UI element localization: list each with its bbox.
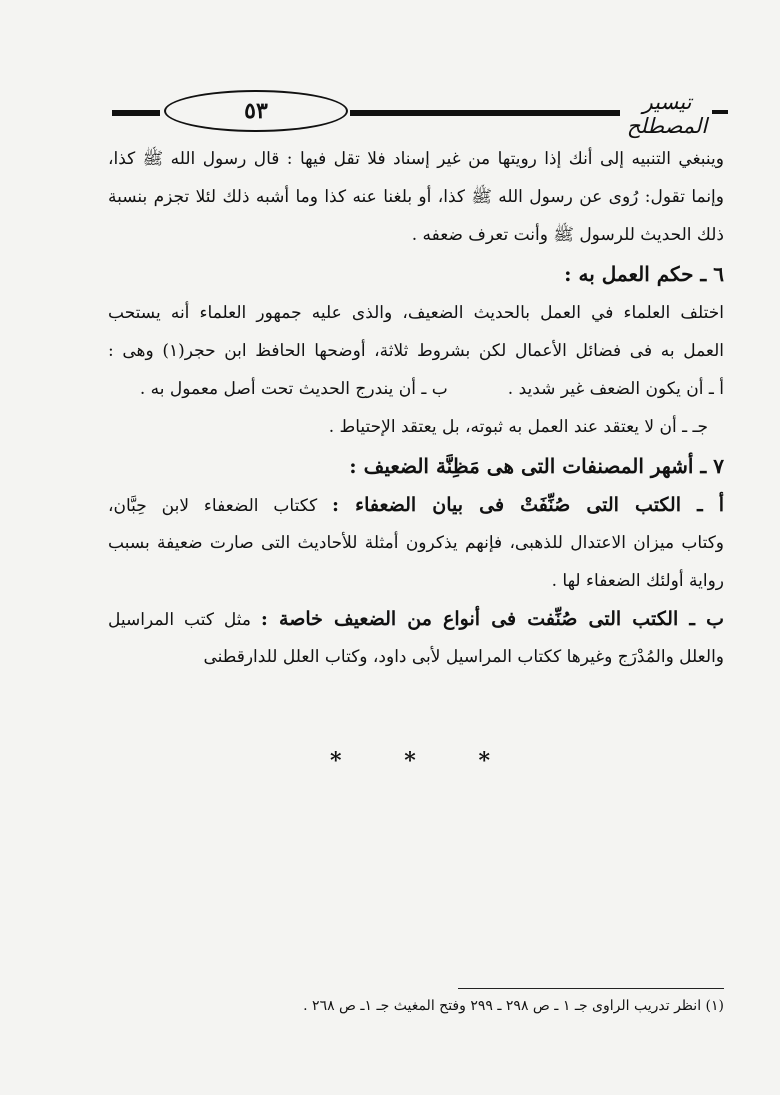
asterisk-icon: * — [404, 748, 416, 774]
subsection-b-heading: ب ـ الكتب التى صُنِّفت فى أنواع من الضعيف خاصة : — [260, 608, 724, 630]
paragraph-line: اختلف العلماء في العمل بالحديث الضعيف، والذى عليه جمهور العلماء أنه يستحب — [108, 303, 724, 323]
asterisk-icon: * — [330, 748, 342, 774]
condition-a: أ ـ أن يكون الضعف غير شديد . — [507, 379, 724, 399]
header-rule-middle — [350, 110, 620, 116]
main-text — [108, 140, 724, 676]
paragraph-line: وإنما تقول: رُوى عن رسول الله ﷺ كذا، أو بلغنا عنه كذا وما أشبه ذلك لئلا تجزم بنسبة — [108, 187, 724, 207]
subsection-a-heading: أ ـ الكتب التى صُنِّفَتْ فى بيان الضعفاء : — [332, 494, 724, 516]
subsection-b-text: مثل كتب المراسيل — [108, 610, 261, 630]
header-rule-left — [112, 110, 160, 116]
header-rule-right — [712, 110, 728, 114]
asterisk-icon: * — [478, 748, 490, 774]
subsection-b — [108, 600, 724, 638]
subsection-a — [108, 486, 724, 524]
page-header — [112, 88, 728, 138]
paragraph-line: رواية أولئك الضعفاء لها . — [551, 571, 724, 591]
paragraph-line: وينبغي التنبيه إلى أنك إذا رويتها من غير إسناد فلا تقل فيها : قال رسول الله ﷺ كذا، — [108, 149, 724, 169]
conditions-row — [108, 370, 724, 408]
running-title: تيسير المصطلح — [626, 90, 708, 138]
paragraph-line: وكتاب ميزان الاعتدال للذهبى، فإنهم يذكرون أمثلة للأحاديث التى صارت ضعيفة بسبب — [108, 533, 724, 553]
section-heading-7: ٧ ـ أشهر المصنفات التى هى مَظِنَّة الضعيف : — [349, 454, 724, 478]
footnote: (١) انظر تدريب الراوى جـ ١ ـ ص ٢٩٨ ـ ٢٩٩ وفتح المغيث جـ ١ـ ص ٢٦٨ . — [303, 998, 724, 1014]
paragraph-line: ذلك الحديث للرسول ﷺ وأنت تعرف ضعفه . — [411, 225, 724, 245]
page-number: ٥٣ — [164, 90, 348, 132]
subsection-a-text: ككتاب الضعفاء لابن حِبَّان، — [108, 496, 333, 516]
section-separator — [330, 748, 490, 774]
footnote-rule — [458, 988, 724, 989]
condition-c: جـ ـ أن لا يعتقد عند العمل به ثبوته، بل يعتقد الإحتياط . — [328, 417, 708, 437]
paragraph-line: والعلل والمُدْرَج وغيرها ككتاب المراسيل لأبى داود، وكتاب العلل للدارقطنى — [203, 647, 724, 667]
section-heading-6: ٦ ـ حكم العمل به : — [564, 262, 724, 286]
paragraph-line: العمل به فى فضائل الأعمال لكن بشروط ثلاثة، أوضحها الحافظ ابن حجر(١) وهى : — [108, 341, 724, 361]
condition-b: ب ـ أن يندرج الحديث تحت أصل معمول به . — [139, 379, 448, 399]
